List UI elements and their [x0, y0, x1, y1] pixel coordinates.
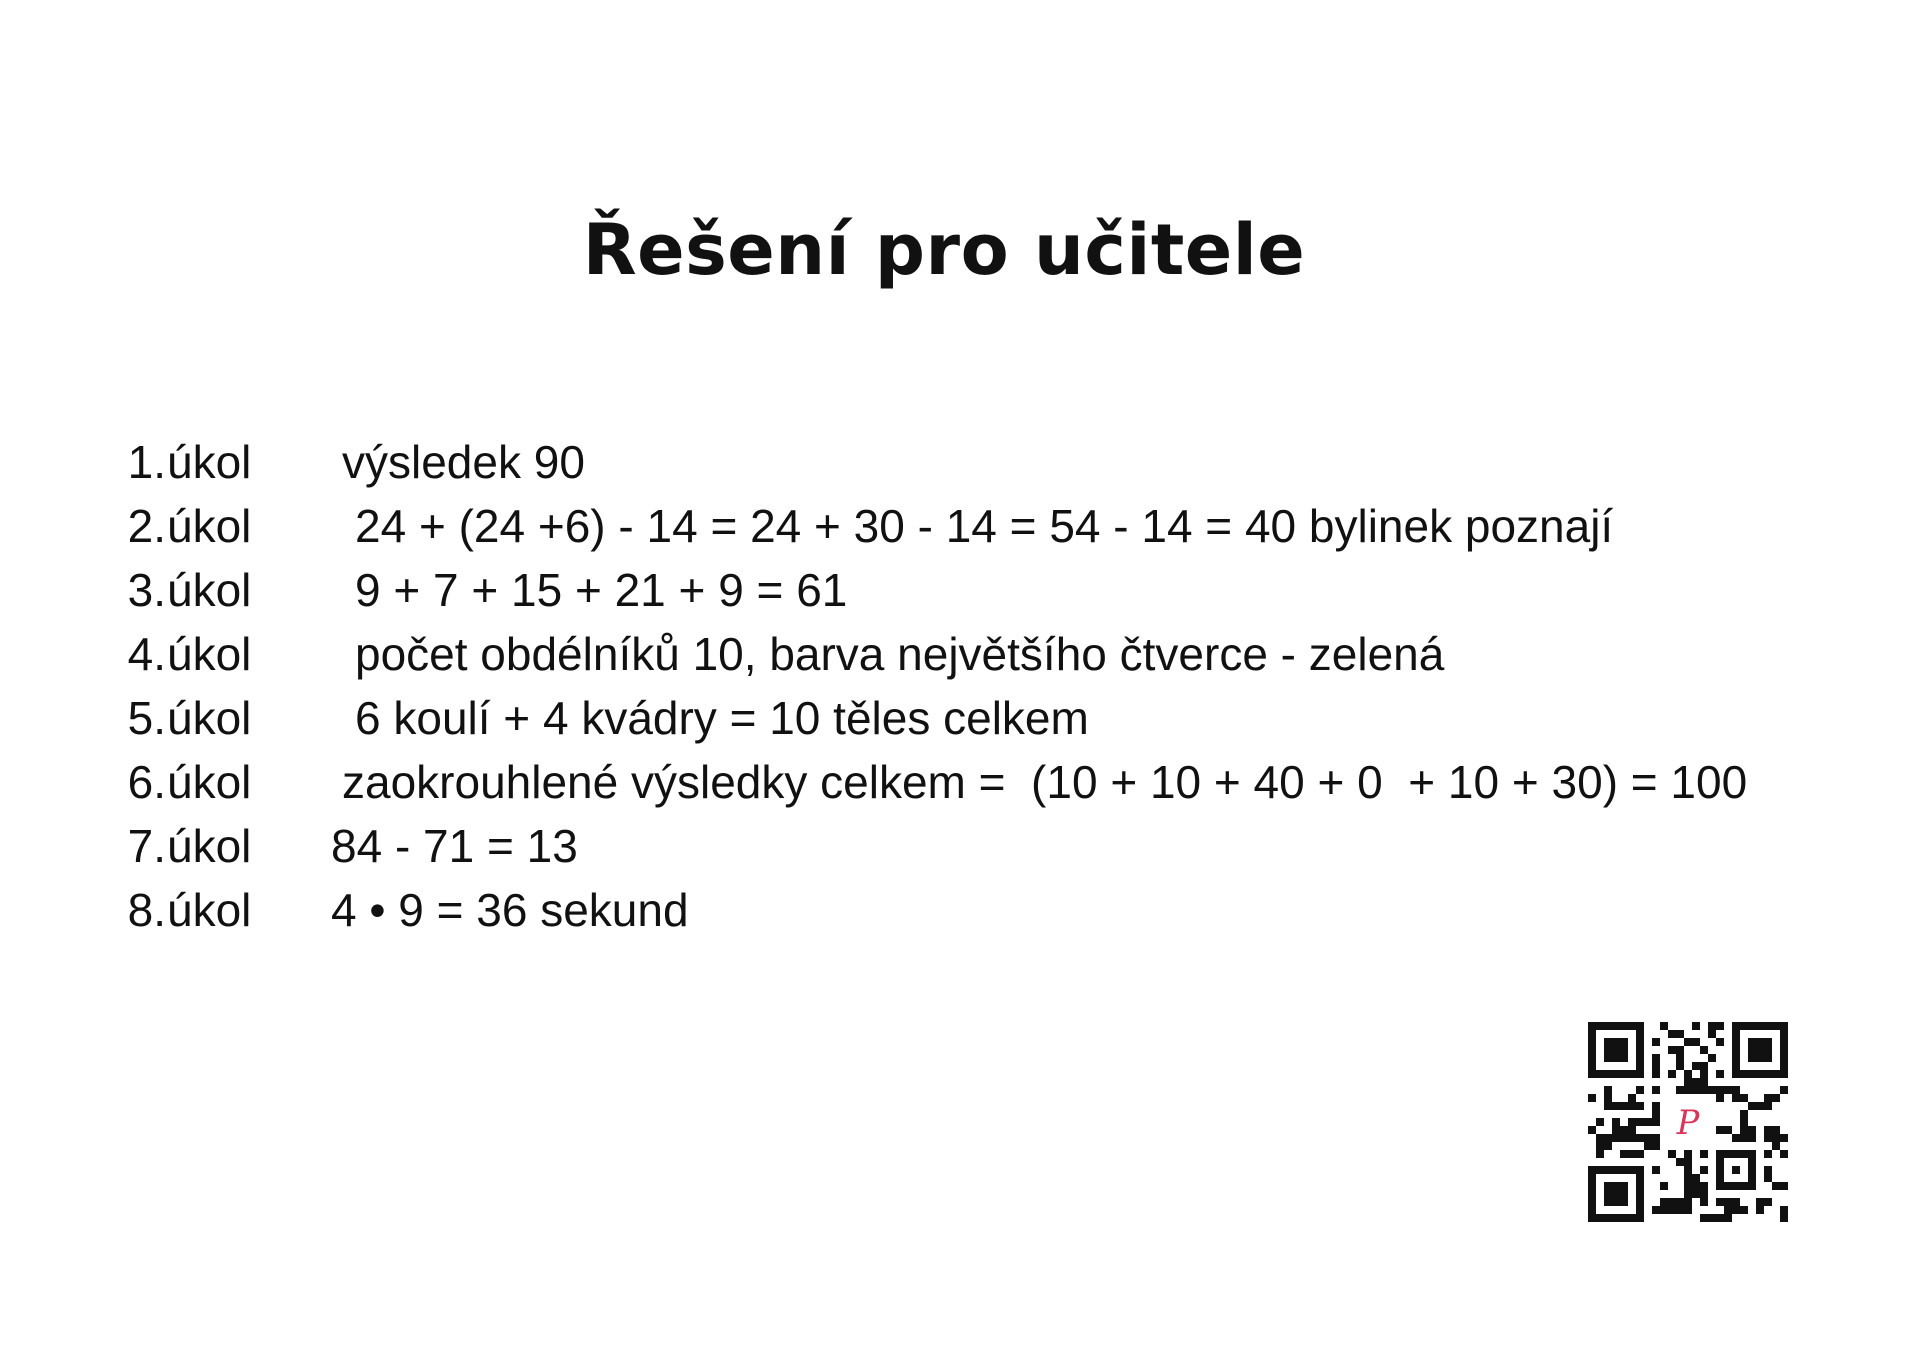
task-row — [122, 878, 1822, 942]
task-answer: 24 + (24 +6) - 14 = 24 + 30 - 14 = 54 - 14 = 40 bylinek poznají — [355, 500, 1614, 552]
task-answer: 84 - 71 = 13 — [331, 820, 578, 872]
page-title: Řešení pro učitele — [582, 208, 1306, 291]
qr-logo-mark: P — [1676, 1103, 1700, 1142]
task-answer: počet obdélníků 10, barva největšího čtverce - zelená — [355, 628, 1445, 680]
task-label: úkol — [167, 564, 252, 616]
task-label: úkol — [167, 436, 252, 488]
qr-code-icon — [1588, 1022, 1788, 1222]
task-number: 5. — [127, 692, 166, 744]
task-number: 8. — [127, 884, 166, 936]
task-answer: 9 + 7 + 15 + 21 + 9 = 61 — [355, 564, 848, 616]
task-label: úkol — [167, 692, 252, 744]
task-number: 3. — [127, 564, 166, 616]
task-number: 6. — [127, 756, 166, 808]
task-label: úkol — [167, 820, 252, 872]
task-row — [122, 558, 1822, 622]
task-label: úkol — [167, 884, 252, 936]
task-row — [122, 814, 1822, 878]
task-row — [122, 430, 1822, 494]
task-number: 7. — [127, 820, 166, 872]
task-solution-list — [122, 430, 1822, 942]
task-label: úkol — [167, 756, 252, 808]
task-label: úkol — [167, 500, 252, 552]
task-row — [122, 686, 1822, 750]
task-number: 2. — [127, 500, 166, 552]
task-number: 4. — [127, 628, 166, 680]
task-answer: zaokrouhlené výsledky celkem = (10 + 10 + 40 + 0 + 10 + 30) = 100 — [342, 756, 1748, 808]
task-label: úkol — [167, 628, 252, 680]
task-row — [122, 622, 1822, 686]
task-row — [122, 750, 1822, 814]
task-answer: výsledek 90 — [342, 436, 585, 488]
task-number: 1. — [127, 436, 166, 488]
task-answer: 4 • 9 = 36 sekund — [331, 884, 689, 936]
task-answer: 6 koulí + 4 kvádry = 10 těles celkem — [355, 692, 1089, 744]
task-row — [122, 494, 1822, 558]
